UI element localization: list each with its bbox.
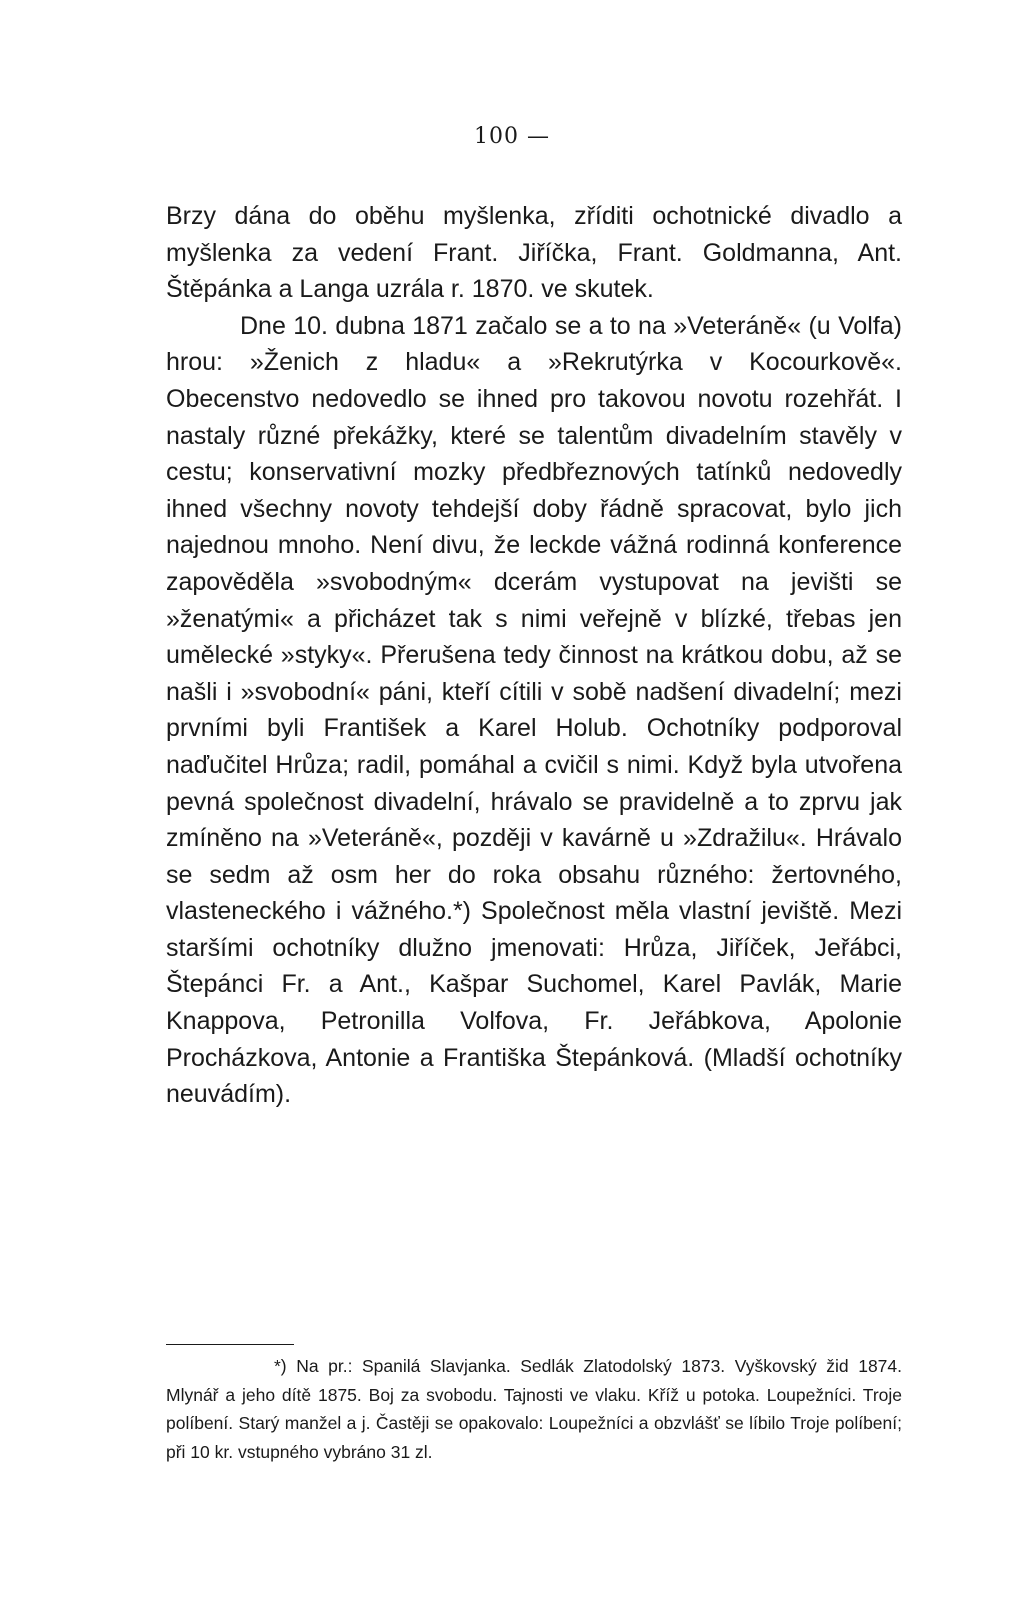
- page-number: 100 —: [474, 124, 550, 149]
- footnote-divider: [166, 1344, 294, 1345]
- paragraph: Dne 10. dubna 1871 začalo se a to na »Veteráně« (u Volfa) hrou: »Ženich z hladu« a »Rekrutýrka v Kocourkově«. Obecenstvo nedovedlo se ihned pro takovou novotu rozehřát. I nastaly různé překážky, které se talentům divadelním stavěly v cestu; konservativní mozky předbřeznových tatínků nedovedly ihned všechny novoty tehdejší doby řádně spracovat, bylo jich najednou mnoho. Není divu, že leckde vážná rodinná konference zapověděla »svobodným« dcerám vystupovat na jevišti se »ženatými« a přicházet tak s nimi veřejně v blízké, třebas jen umělecké »styky«. Přerušena tedy činnost na krátkou dobu, až se našli i »svobodní« páni, kteří cítili v sobě nadšení divadelní; mezi prvními byli František a Karel Holub. Ochotníky podporoval naďučitel Hrůza; radil, pomáhal a cvičil s nimi. Když byla utvořena pevná společnost divadelní, hrávalo se pravidelně a to zprvu jak zmíněno na »Veteráně«, později v kavárně u »Zdražilu«. Hrávalo se sedm až osm her do roka obsahu různého: žertovného, vlasteneckého i vážného.*) Společnost měla vlastní jeviště. Mezi staršími ochotníky dlužno jmenovati: Hrůza, Jiříček, Jeřábci, Štepánci Fr. a Ant., Kašpar Suchomel, Karel Pavlák, Marie Knappova, Petronilla Volfova, Fr. Jeřábkova, Apolonie Procházkova, Antonie a Františka Štepánková. (Mladší ochotníky neuvádím).: [166, 311, 902, 1109]
- paragraph: Brzy dána do oběhu myšlenka, zříditi ochotnické divadlo a myšlenka za vedení Frant. Jiříčka, Frant. Goldmanna, Ant. Štěpánka a Langa uzrála r. 1870. ve skutek.: [166, 202, 902, 304]
- body-text: [166, 198, 902, 1113]
- footnote-text: *) Na pr.: Spanilá Slavjanka. Sedlák Zlatodolský 1873. Vyškovský žid 1874. Mlynář a jeho dítě 1875. Boj za svobodu. Tajnosti ve vlaku. Kříž u potoka. Loupežníci. Troje políbení. Starý manžel a j. Častěji se opakovalo: Loupežníci a obzvlášť se líbilo Troje políbení; při 10 kr. vstupného vybráno 31 zl.: [166, 1356, 902, 1462]
- footnote: [166, 1352, 902, 1466]
